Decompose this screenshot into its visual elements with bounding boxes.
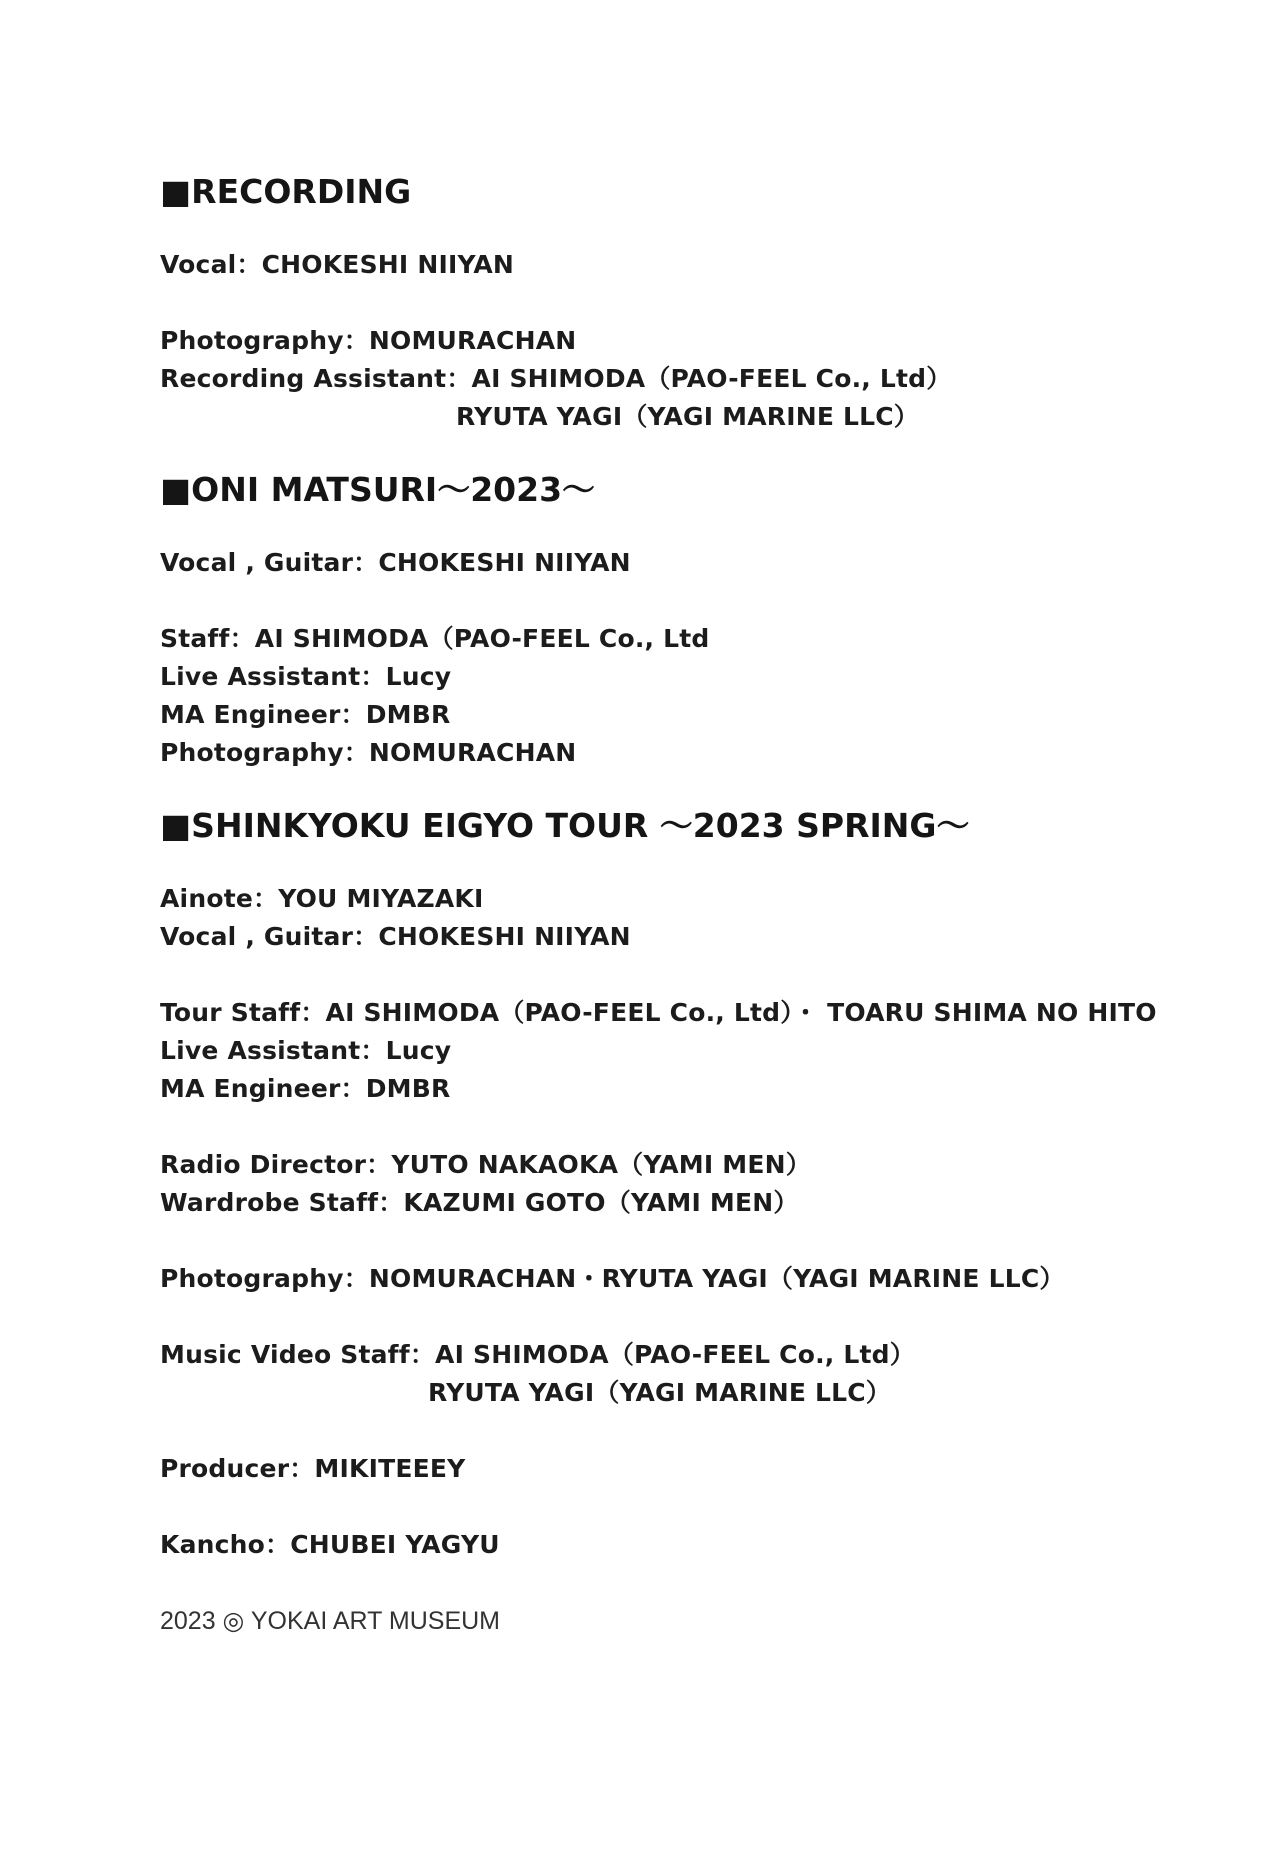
credit-line: Vocal , Guitar：CHOKESHI NIIYAN [160, 922, 631, 951]
credit-line: Vocal , Guitar：CHOKESHI NIIYAN [160, 548, 631, 577]
credit-line: MA Engineer：DMBR [160, 700, 451, 729]
credit-line: Tour Staff：AI SHIMODA（PAO-FEEL Co., Ltd）・ TOARU SHIMA NO HITO [160, 998, 1157, 1027]
credit-line: Music Video Staff：AI SHIMODA（PAO-FEEL Co., Ltd） [160, 1340, 915, 1369]
credit-line: Photography：NOMURACHAN [160, 738, 577, 767]
section-oni-matsuri [160, 466, 1240, 772]
credit-line: Staff：AI SHIMODA（PAO-FEEL Co., Ltd [160, 624, 710, 653]
credit-line: Kancho：CHUBEI YAGYU [160, 1530, 500, 1559]
credit-line: MA Engineer：DMBR [160, 1074, 451, 1103]
section-heading: ■ONI MATSURI～2023～ [160, 470, 596, 509]
credit-line: Radio Director：YUTO NAKAOKA（YAMI MEN） [160, 1150, 811, 1179]
section-heading: ■SHINKYOKU EIGYO TOUR ～2023 SPRING～ [160, 806, 970, 845]
copyright-notice: 2023 ◎ YOKAI ART MUSEUM [160, 1607, 501, 1635]
credit-line: Live Assistant：Lucy [160, 1036, 452, 1065]
section-recording [160, 168, 1240, 436]
section-heading: ■RECORDING [160, 172, 412, 211]
credit-line: Recording Assistant：AI SHIMODA（PAO-FEEL Co., Ltd） [160, 364, 952, 393]
credit-line: Photography：NOMURACHAN・RYUTA YAGI（YAGI MARINE LLC） [160, 1264, 1065, 1293]
credit-line: Producer：MIKITEEEY [160, 1454, 466, 1483]
credit-line-continuation: RYUTA YAGI（YAGI MARINE LLC） [428, 1378, 892, 1407]
credit-line: Vocal：CHOKESHI NIIYAN [160, 250, 515, 279]
credit-line: Wardrobe Staff：KAZUMI GOTO（YAMI MEN） [160, 1188, 799, 1217]
credit-line: Ainote：YOU MIYAZAKI [160, 884, 484, 913]
credit-line-continuation: RYUTA YAGI（YAGI MARINE LLC） [456, 402, 920, 431]
credit-line: Photography：NOMURACHAN [160, 326, 577, 355]
section-shinkyoku-eigyo-tour [160, 802, 1240, 1564]
credit-line: Live Assistant：Lucy [160, 662, 452, 691]
credits-page [160, 168, 1240, 1640]
